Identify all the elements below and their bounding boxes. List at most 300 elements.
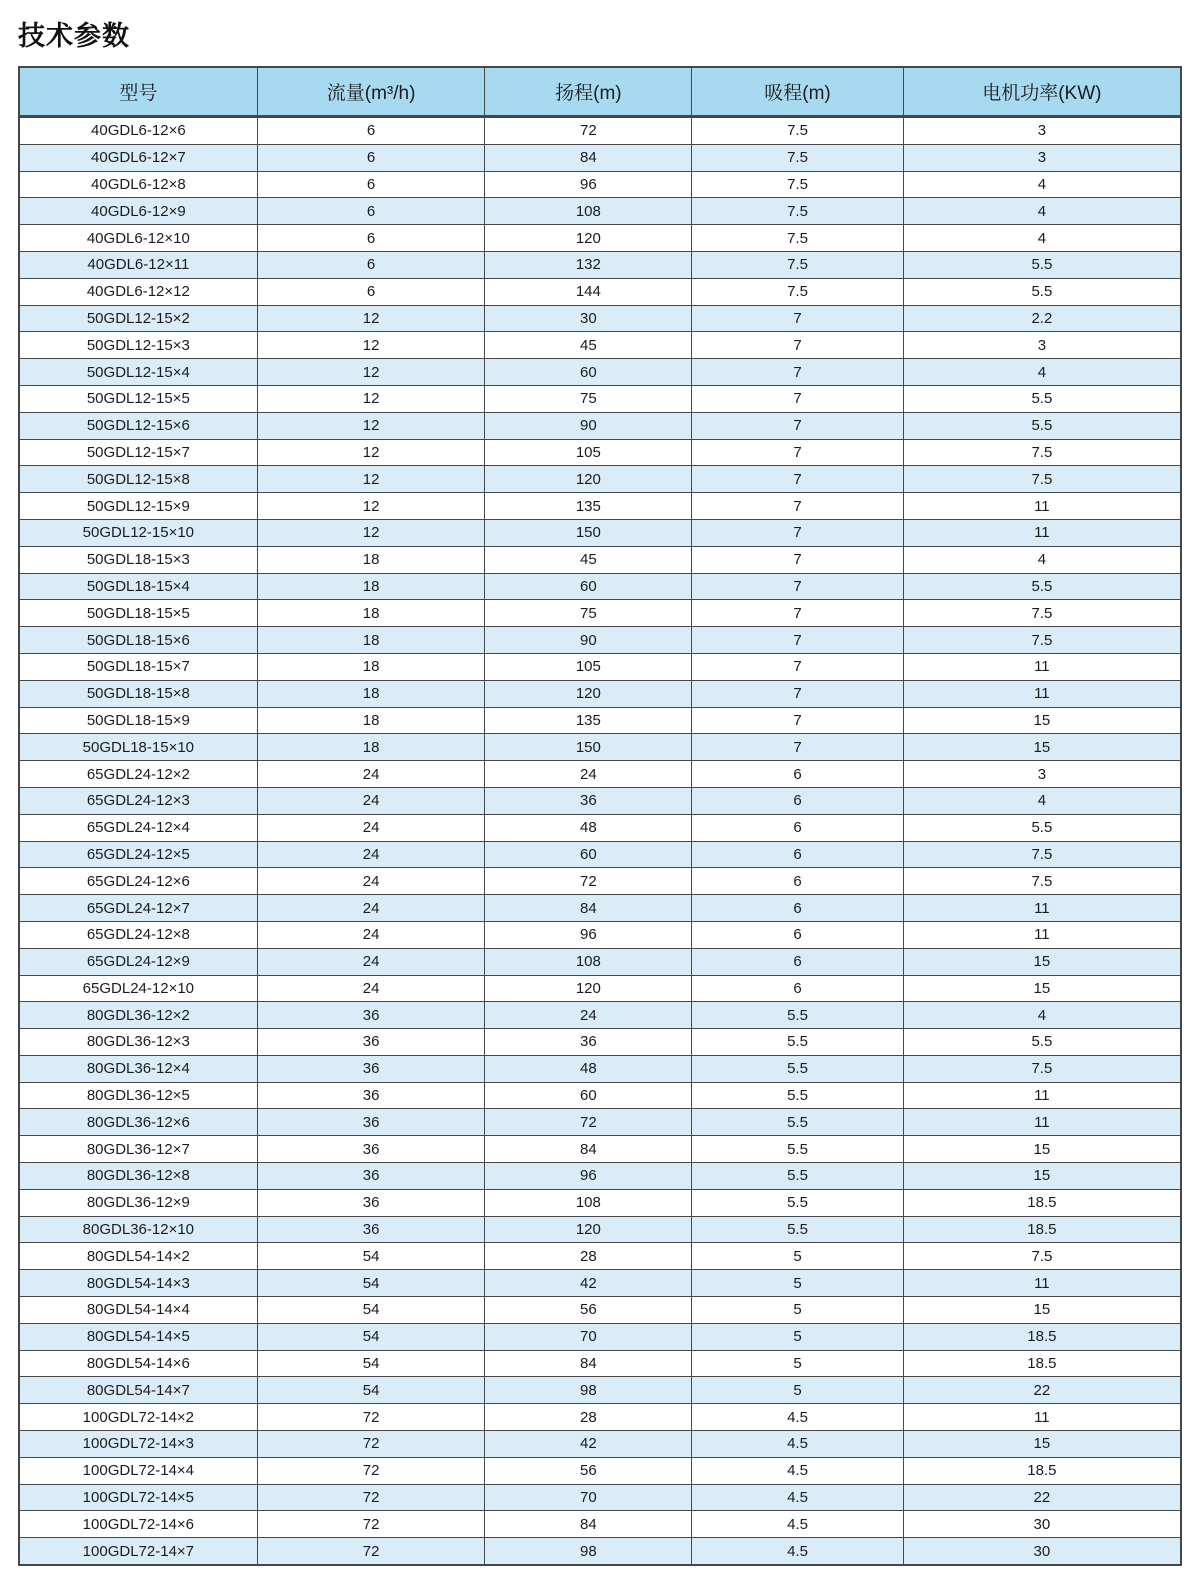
table-row	[19, 359, 1181, 386]
cell-suction: 7.5	[692, 225, 903, 252]
table-row	[19, 1538, 1181, 1565]
cell-power: 30	[903, 1511, 1181, 1538]
cell-head: 72	[485, 117, 692, 145]
cell-head: 48	[485, 1055, 692, 1082]
table-row	[19, 895, 1181, 922]
cell-flow: 18	[257, 680, 485, 707]
cell-model: 65GDL24-12×6	[19, 868, 257, 895]
cell-model: 80GDL36-12×10	[19, 1216, 257, 1243]
table-row	[19, 734, 1181, 761]
cell-flow: 54	[257, 1377, 485, 1404]
cell-suction: 7.5	[692, 251, 903, 278]
cell-model: 65GDL24-12×7	[19, 895, 257, 922]
table-row	[19, 600, 1181, 627]
cell-model: 40GDL6-12×7	[19, 144, 257, 171]
cell-power: 11	[903, 680, 1181, 707]
cell-flow: 12	[257, 493, 485, 520]
table-row	[19, 225, 1181, 252]
cell-suction: 5.5	[692, 1109, 903, 1136]
cell-suction: 6	[692, 787, 903, 814]
cell-suction: 7	[692, 680, 903, 707]
cell-power: 15	[903, 1136, 1181, 1163]
cell-power: 11	[903, 895, 1181, 922]
cell-suction: 7.5	[692, 198, 903, 225]
table-row	[19, 1323, 1181, 1350]
cell-head: 120	[485, 680, 692, 707]
cell-suction: 6	[692, 948, 903, 975]
cell-model: 80GDL54-14×4	[19, 1297, 257, 1324]
cell-head: 132	[485, 251, 692, 278]
table-row	[19, 251, 1181, 278]
table-row	[19, 305, 1181, 332]
cell-head: 30	[485, 305, 692, 332]
table-row	[19, 841, 1181, 868]
cell-flow: 24	[257, 761, 485, 788]
cell-flow: 18	[257, 734, 485, 761]
cell-head: 42	[485, 1270, 692, 1297]
cell-model: 80GDL54-14×2	[19, 1243, 257, 1270]
cell-head: 90	[485, 627, 692, 654]
cell-model: 65GDL24-12×8	[19, 921, 257, 948]
cell-suction: 6	[692, 814, 903, 841]
cell-head: 36	[485, 787, 692, 814]
cell-head: 84	[485, 1350, 692, 1377]
table-row	[19, 707, 1181, 734]
header-model: 型号	[19, 67, 257, 117]
cell-model: 80GDL36-12×6	[19, 1109, 257, 1136]
table-row	[19, 171, 1181, 198]
spec-table	[18, 66, 1182, 1566]
cell-power: 15	[903, 1297, 1181, 1324]
cell-flow: 36	[257, 1002, 485, 1029]
cell-model: 80GDL36-12×9	[19, 1189, 257, 1216]
cell-flow: 36	[257, 1082, 485, 1109]
cell-power: 11	[903, 653, 1181, 680]
cell-head: 135	[485, 493, 692, 520]
cell-suction: 4.5	[692, 1511, 903, 1538]
table-row	[19, 1029, 1181, 1056]
cell-flow: 54	[257, 1297, 485, 1324]
cell-suction: 7	[692, 439, 903, 466]
cell-power: 30	[903, 1538, 1181, 1565]
cell-suction: 5	[692, 1243, 903, 1270]
table-row	[19, 412, 1181, 439]
table-row	[19, 1189, 1181, 1216]
cell-flow: 54	[257, 1323, 485, 1350]
cell-head: 24	[485, 1002, 692, 1029]
header-head: 扬程(m)	[485, 67, 692, 117]
cell-suction: 4.5	[692, 1484, 903, 1511]
cell-head: 28	[485, 1404, 692, 1431]
cell-flow: 6	[257, 171, 485, 198]
cell-power: 4	[903, 225, 1181, 252]
cell-model: 50GDL18-15×9	[19, 707, 257, 734]
cell-head: 72	[485, 868, 692, 895]
cell-model: 40GDL6-12×11	[19, 251, 257, 278]
cell-suction: 7	[692, 600, 903, 627]
cell-flow: 12	[257, 439, 485, 466]
cell-model: 50GDL18-15×5	[19, 600, 257, 627]
cell-head: 105	[485, 653, 692, 680]
cell-head: 96	[485, 1163, 692, 1190]
cell-flow: 18	[257, 546, 485, 573]
cell-model: 80GDL36-12×3	[19, 1029, 257, 1056]
cell-suction: 5.5	[692, 1189, 903, 1216]
cell-head: 120	[485, 975, 692, 1002]
table-row	[19, 439, 1181, 466]
cell-power: 18.5	[903, 1216, 1181, 1243]
cell-suction: 7.5	[692, 144, 903, 171]
cell-model: 40GDL6-12×6	[19, 117, 257, 145]
cell-power: 7.5	[903, 600, 1181, 627]
cell-power: 11	[903, 519, 1181, 546]
cell-power: 7.5	[903, 466, 1181, 493]
table-row	[19, 1404, 1181, 1431]
cell-power: 18.5	[903, 1189, 1181, 1216]
cell-suction: 7.5	[692, 117, 903, 145]
cell-suction: 7	[692, 466, 903, 493]
cell-head: 150	[485, 734, 692, 761]
cell-suction: 7	[692, 627, 903, 654]
cell-flow: 24	[257, 921, 485, 948]
cell-model: 65GDL24-12×2	[19, 761, 257, 788]
cell-flow: 54	[257, 1270, 485, 1297]
cell-suction: 6	[692, 841, 903, 868]
cell-model: 50GDL12-15×4	[19, 359, 257, 386]
cell-head: 84	[485, 144, 692, 171]
cell-flow: 54	[257, 1350, 485, 1377]
cell-flow: 6	[257, 278, 485, 305]
cell-suction: 5	[692, 1323, 903, 1350]
table-row	[19, 868, 1181, 895]
cell-suction: 4.5	[692, 1457, 903, 1484]
table-row	[19, 385, 1181, 412]
cell-power: 7.5	[903, 627, 1181, 654]
cell-model: 65GDL24-12×9	[19, 948, 257, 975]
cell-model: 80GDL54-14×6	[19, 1350, 257, 1377]
cell-model: 50GDL12-15×10	[19, 519, 257, 546]
header-row	[19, 67, 1181, 117]
cell-head: 60	[485, 841, 692, 868]
table-row	[19, 1082, 1181, 1109]
cell-flow: 24	[257, 975, 485, 1002]
cell-power: 22	[903, 1484, 1181, 1511]
cell-flow: 24	[257, 814, 485, 841]
cell-model: 50GDL12-15×9	[19, 493, 257, 520]
cell-suction: 7	[692, 412, 903, 439]
cell-head: 72	[485, 1109, 692, 1136]
cell-power: 7.5	[903, 841, 1181, 868]
cell-power: 11	[903, 1404, 1181, 1431]
cell-power: 11	[903, 921, 1181, 948]
cell-head: 98	[485, 1538, 692, 1565]
table-row	[19, 761, 1181, 788]
cell-head: 135	[485, 707, 692, 734]
cell-suction: 5.5	[692, 1216, 903, 1243]
page-title: 技术参数	[18, 21, 130, 51]
cell-suction: 7	[692, 359, 903, 386]
cell-flow: 6	[257, 198, 485, 225]
cell-flow: 72	[257, 1431, 485, 1458]
cell-model: 50GDL12-15×2	[19, 305, 257, 332]
cell-flow: 18	[257, 573, 485, 600]
cell-suction: 7	[692, 332, 903, 359]
cell-flow: 18	[257, 707, 485, 734]
cell-flow: 36	[257, 1136, 485, 1163]
cell-power: 5.5	[903, 385, 1181, 412]
cell-flow: 36	[257, 1189, 485, 1216]
cell-head: 28	[485, 1243, 692, 1270]
cell-suction: 5	[692, 1377, 903, 1404]
cell-model: 100GDL72-14×3	[19, 1431, 257, 1458]
cell-head: 108	[485, 948, 692, 975]
table-row	[19, 546, 1181, 573]
table-row	[19, 921, 1181, 948]
cell-suction: 7	[692, 734, 903, 761]
cell-head: 36	[485, 1029, 692, 1056]
cell-power: 3	[903, 761, 1181, 788]
cell-suction: 6	[692, 868, 903, 895]
cell-suction: 5.5	[692, 1029, 903, 1056]
cell-power: 3	[903, 332, 1181, 359]
table-row	[19, 1163, 1181, 1190]
cell-model: 80GDL36-12×5	[19, 1082, 257, 1109]
table-row	[19, 975, 1181, 1002]
header-suction: 吸程(m)	[692, 67, 903, 117]
cell-suction: 5.5	[692, 1163, 903, 1190]
cell-model: 65GDL24-12×3	[19, 787, 257, 814]
cell-suction: 5.5	[692, 1136, 903, 1163]
cell-model: 100GDL72-14×7	[19, 1538, 257, 1565]
cell-power: 15	[903, 707, 1181, 734]
cell-flow: 6	[257, 117, 485, 145]
spec-table-body	[19, 117, 1181, 1566]
cell-head: 150	[485, 519, 692, 546]
cell-suction: 6	[692, 975, 903, 1002]
cell-suction: 5.5	[692, 1002, 903, 1029]
table-row	[19, 198, 1181, 225]
cell-flow: 72	[257, 1511, 485, 1538]
cell-suction: 4.5	[692, 1404, 903, 1431]
cell-suction: 5.5	[692, 1055, 903, 1082]
cell-power: 15	[903, 734, 1181, 761]
cell-model: 50GDL12-15×3	[19, 332, 257, 359]
cell-power: 11	[903, 1082, 1181, 1109]
table-row	[19, 519, 1181, 546]
table-row	[19, 1136, 1181, 1163]
cell-power: 5.5	[903, 814, 1181, 841]
cell-model: 100GDL72-14×6	[19, 1511, 257, 1538]
table-row	[19, 573, 1181, 600]
cell-flow: 72	[257, 1457, 485, 1484]
cell-suction: 6	[692, 895, 903, 922]
cell-flow: 24	[257, 895, 485, 922]
cell-flow: 24	[257, 787, 485, 814]
cell-flow: 36	[257, 1163, 485, 1190]
table-row	[19, 1511, 1181, 1538]
cell-model: 100GDL72-14×4	[19, 1457, 257, 1484]
cell-suction: 6	[692, 761, 903, 788]
cell-model: 80GDL36-12×2	[19, 1002, 257, 1029]
cell-power: 18.5	[903, 1457, 1181, 1484]
cell-flow: 12	[257, 519, 485, 546]
cell-suction: 5	[692, 1270, 903, 1297]
cell-model: 100GDL72-14×2	[19, 1404, 257, 1431]
table-row	[19, 1350, 1181, 1377]
cell-suction: 7	[692, 653, 903, 680]
cell-model: 80GDL54-14×7	[19, 1377, 257, 1404]
table-row	[19, 117, 1181, 145]
cell-suction: 4.5	[692, 1538, 903, 1565]
cell-power: 7.5	[903, 1243, 1181, 1270]
table-row	[19, 1216, 1181, 1243]
cell-suction: 5	[692, 1350, 903, 1377]
cell-head: 108	[485, 198, 692, 225]
table-row	[19, 144, 1181, 171]
cell-flow: 54	[257, 1243, 485, 1270]
table-row	[19, 1243, 1181, 1270]
cell-power: 5.5	[903, 278, 1181, 305]
cell-power: 5.5	[903, 1029, 1181, 1056]
cell-flow: 6	[257, 225, 485, 252]
cell-flow: 72	[257, 1404, 485, 1431]
cell-head: 144	[485, 278, 692, 305]
table-row	[19, 278, 1181, 305]
table-row	[19, 1055, 1181, 1082]
cell-suction: 4.5	[692, 1431, 903, 1458]
table-row	[19, 814, 1181, 841]
cell-power: 11	[903, 493, 1181, 520]
cell-flow: 12	[257, 466, 485, 493]
cell-flow: 36	[257, 1216, 485, 1243]
cell-suction: 7	[692, 305, 903, 332]
cell-suction: 7	[692, 546, 903, 573]
cell-flow: 12	[257, 412, 485, 439]
cell-flow: 36	[257, 1055, 485, 1082]
cell-power: 18.5	[903, 1323, 1181, 1350]
cell-power: 11	[903, 1109, 1181, 1136]
cell-power: 7.5	[903, 1055, 1181, 1082]
cell-suction: 7.5	[692, 171, 903, 198]
cell-head: 60	[485, 359, 692, 386]
table-row	[19, 653, 1181, 680]
cell-model: 50GDL18-15×7	[19, 653, 257, 680]
cell-head: 75	[485, 385, 692, 412]
cell-suction: 7.5	[692, 278, 903, 305]
cell-head: 120	[485, 466, 692, 493]
cell-model: 80GDL36-12×8	[19, 1163, 257, 1190]
cell-head: 84	[485, 895, 692, 922]
cell-head: 98	[485, 1377, 692, 1404]
table-row	[19, 332, 1181, 359]
cell-suction: 7	[692, 385, 903, 412]
cell-power: 15	[903, 948, 1181, 975]
cell-model: 65GDL24-12×10	[19, 975, 257, 1002]
cell-suction: 7	[692, 573, 903, 600]
cell-head: 56	[485, 1457, 692, 1484]
cell-model: 50GDL18-15×8	[19, 680, 257, 707]
cell-power: 4	[903, 171, 1181, 198]
cell-suction: 7	[692, 493, 903, 520]
cell-head: 42	[485, 1431, 692, 1458]
table-row	[19, 1002, 1181, 1029]
cell-power: 4	[903, 198, 1181, 225]
cell-model: 40GDL6-12×9	[19, 198, 257, 225]
cell-head: 45	[485, 332, 692, 359]
cell-head: 84	[485, 1136, 692, 1163]
cell-flow: 18	[257, 653, 485, 680]
cell-power: 22	[903, 1377, 1181, 1404]
table-row	[19, 680, 1181, 707]
cell-power: 7.5	[903, 439, 1181, 466]
cell-model: 80GDL36-12×7	[19, 1136, 257, 1163]
cell-model: 40GDL6-12×10	[19, 225, 257, 252]
cell-model: 50GDL12-15×7	[19, 439, 257, 466]
table-row	[19, 1270, 1181, 1297]
cell-flow: 24	[257, 948, 485, 975]
cell-head: 75	[485, 600, 692, 627]
cell-power: 4	[903, 359, 1181, 386]
cell-power: 15	[903, 1431, 1181, 1458]
cell-flow: 6	[257, 251, 485, 278]
cell-power: 2.2	[903, 305, 1181, 332]
cell-head: 120	[485, 1216, 692, 1243]
cell-model: 80GDL54-14×3	[19, 1270, 257, 1297]
cell-head: 108	[485, 1189, 692, 1216]
cell-head: 120	[485, 225, 692, 252]
header-power: 电机功率(KW)	[903, 67, 1181, 117]
cell-head: 70	[485, 1323, 692, 1350]
cell-flow: 36	[257, 1109, 485, 1136]
table-row	[19, 1109, 1181, 1136]
table-row	[19, 1484, 1181, 1511]
cell-head: 84	[485, 1511, 692, 1538]
cell-flow: 72	[257, 1484, 485, 1511]
cell-power: 3	[903, 117, 1181, 145]
cell-flow: 24	[257, 868, 485, 895]
cell-suction: 6	[692, 921, 903, 948]
cell-power: 4	[903, 1002, 1181, 1029]
cell-model: 50GDL12-15×5	[19, 385, 257, 412]
cell-power: 5.5	[903, 573, 1181, 600]
table-row	[19, 1431, 1181, 1458]
cell-model: 40GDL6-12×12	[19, 278, 257, 305]
cell-flow: 6	[257, 144, 485, 171]
cell-power: 15	[903, 975, 1181, 1002]
cell-power: 18.5	[903, 1350, 1181, 1377]
cell-head: 48	[485, 814, 692, 841]
cell-model: 50GDL18-15×6	[19, 627, 257, 654]
table-row	[19, 1457, 1181, 1484]
table-row	[19, 1297, 1181, 1324]
cell-model: 50GDL18-15×3	[19, 546, 257, 573]
cell-power: 15	[903, 1163, 1181, 1190]
cell-flow: 12	[257, 305, 485, 332]
cell-head: 24	[485, 761, 692, 788]
cell-head: 105	[485, 439, 692, 466]
table-row	[19, 493, 1181, 520]
cell-power: 4	[903, 546, 1181, 573]
cell-flow: 36	[257, 1029, 485, 1056]
cell-power: 7.5	[903, 868, 1181, 895]
cell-flow: 72	[257, 1538, 485, 1565]
cell-power: 5.5	[903, 251, 1181, 278]
cell-head: 56	[485, 1297, 692, 1324]
cell-model: 80GDL36-12×4	[19, 1055, 257, 1082]
cell-suction: 5.5	[692, 1082, 903, 1109]
spec-table-header	[19, 67, 1181, 117]
cell-flow: 12	[257, 332, 485, 359]
